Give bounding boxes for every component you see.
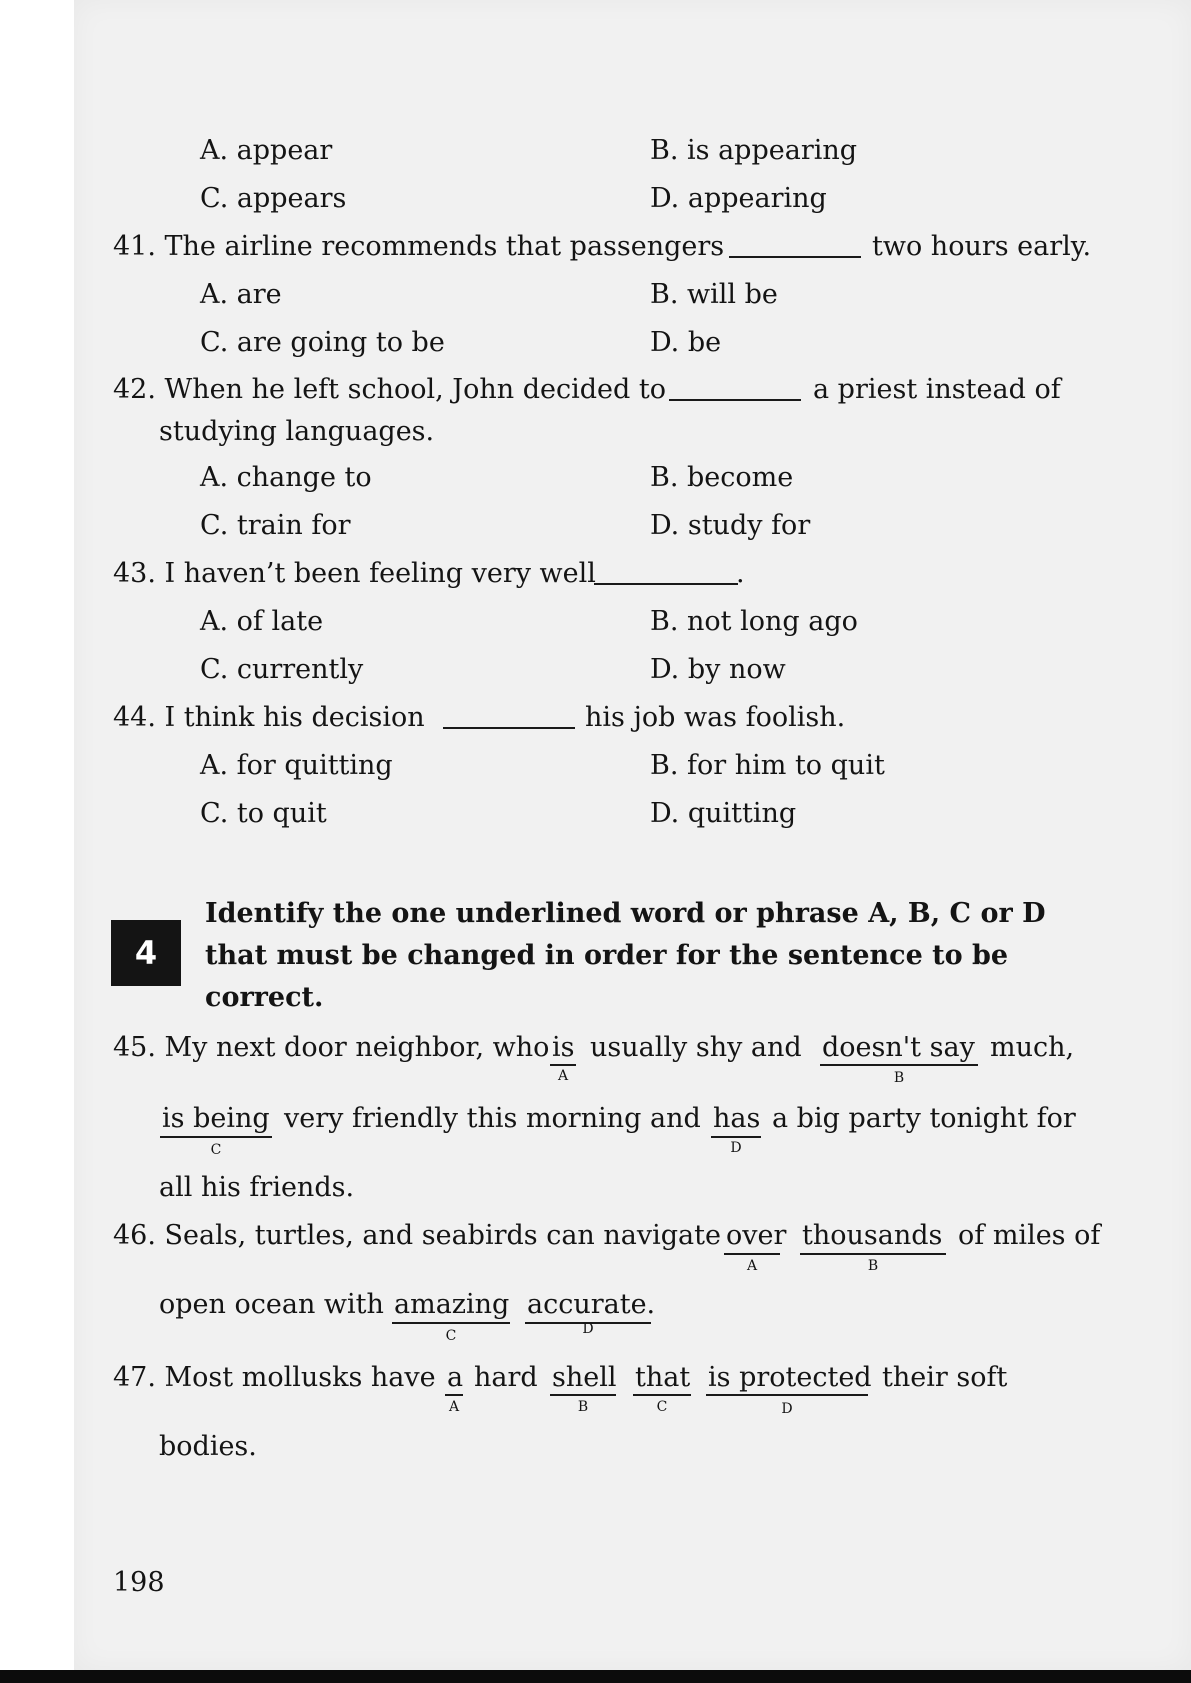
q47-underlined-c: that xyxy=(635,1362,691,1393)
q41-stem: 41. The airline recommends that passengers xyxy=(113,231,725,262)
q46-underlined-c: amazing xyxy=(394,1289,510,1320)
q46-underline-b xyxy=(800,1253,946,1255)
q42-option-a: A. change to xyxy=(200,462,372,493)
q42-stem-line2: studying languages. xyxy=(159,416,435,447)
q45-text-2: usually shy and xyxy=(590,1032,802,1063)
q47-text-2: hard xyxy=(474,1362,538,1393)
q43-option-a: A. of late xyxy=(200,606,324,637)
q42-blank xyxy=(669,399,801,401)
q45-label-a: A xyxy=(557,1068,569,1084)
q45-underlined-c: is being xyxy=(162,1103,270,1134)
q47-underline-d xyxy=(706,1394,868,1396)
q46-underlined-b: thousands xyxy=(802,1220,943,1251)
q45-text-1: 45. My next door neighbor, who xyxy=(113,1032,550,1063)
q45-underlined-d: has xyxy=(713,1103,761,1134)
section-instruction-line3: correct. xyxy=(205,982,324,1013)
q43-option-b: B. not long ago xyxy=(650,606,858,637)
q47-text-4: bodies. xyxy=(159,1431,257,1462)
q45-text-3: much, xyxy=(990,1032,1075,1063)
q46-text-2: of miles of xyxy=(958,1220,1101,1251)
q42-option-d: D. study for xyxy=(650,510,811,541)
q41-option-a: A. are xyxy=(200,279,282,310)
q46-text-1: 46. Seals, turtles, and seabirds can navigate xyxy=(113,1220,721,1251)
q45-underline-a xyxy=(550,1064,576,1066)
q46-underlined-d: accurate. xyxy=(527,1289,656,1320)
q47-underline-a xyxy=(445,1394,463,1396)
q46-label-d: D xyxy=(582,1321,594,1337)
q40-option-b: B. is appearing xyxy=(650,135,858,166)
q45-underline-d xyxy=(711,1136,761,1138)
section-number-badge: 4 xyxy=(111,920,181,986)
q47-label-a: A xyxy=(448,1399,460,1415)
q47-underlined-d: is protected xyxy=(708,1362,872,1393)
q47-text-3: their soft xyxy=(882,1362,1008,1393)
section-instruction-line2: that must be changed in order for the sentence to be xyxy=(205,940,1009,971)
q45-underline-b xyxy=(820,1064,978,1066)
q44-blank xyxy=(443,727,575,729)
q46-underline-a xyxy=(724,1253,780,1255)
q42-option-c: C. train for xyxy=(200,510,351,541)
q47-label-b: B xyxy=(577,1399,589,1415)
q44-stem: 44. I think his decision xyxy=(113,702,425,733)
q45-underlined-b: doesn't say xyxy=(822,1032,975,1063)
q47-underlined-b: shell xyxy=(552,1362,617,1393)
q41-stem-end: two hours early. xyxy=(872,231,1092,262)
q47-text-1: 47. Most mollusks have xyxy=(113,1362,436,1393)
q42-option-b: B. become xyxy=(650,462,794,493)
q45-underline-c xyxy=(160,1136,272,1138)
q45-label-c: C xyxy=(210,1142,222,1158)
q42-stem: 42. When he left school, John decided to xyxy=(113,374,666,405)
q45-label-d: D xyxy=(730,1140,742,1156)
q45-text-6: all his friends. xyxy=(159,1172,355,1203)
page-number: 198 xyxy=(113,1567,165,1598)
q46-label-b: B xyxy=(867,1258,879,1274)
q43-option-d: D. by now xyxy=(650,654,786,685)
q41-option-d: D. be xyxy=(650,327,722,358)
q40-option-a: A. appear xyxy=(200,135,333,166)
q45-label-b: B xyxy=(893,1070,905,1086)
scan-edge xyxy=(0,1670,1191,1683)
q43-stem-end: . xyxy=(736,558,745,589)
q40-option-d: D. appearing xyxy=(650,183,827,214)
q45-text-5: a big party tonight for xyxy=(772,1103,1076,1134)
q47-underline-b xyxy=(550,1394,616,1396)
q47-label-d: D xyxy=(781,1401,793,1417)
q43-blank xyxy=(594,583,738,585)
q43-stem: 43. I haven’t been feeling very well xyxy=(113,558,596,589)
q45-underlined-a: is xyxy=(552,1032,575,1063)
q46-label-a: A xyxy=(746,1258,758,1274)
q44-option-a: A. for quitting xyxy=(200,750,393,781)
q42-stem-end: a priest instead of xyxy=(813,374,1061,405)
q46-text-3: open ocean with xyxy=(159,1289,384,1320)
q40-option-c: C. appears xyxy=(200,183,347,214)
q41-option-c: C. are going to be xyxy=(200,327,445,358)
q41-option-b: B. will be xyxy=(650,279,778,310)
q44-option-b: B. for him to quit xyxy=(650,750,885,781)
q43-option-c: C. currently xyxy=(200,654,364,685)
q41-blank xyxy=(729,256,861,258)
q46-underline-c xyxy=(392,1322,510,1324)
q45-text-4: very friendly this morning and xyxy=(284,1103,701,1134)
q44-stem-end: his job was foolish. xyxy=(585,702,846,733)
q47-label-c: C xyxy=(656,1399,668,1415)
q44-option-d: D. quitting xyxy=(650,798,797,829)
q46-label-c: C xyxy=(445,1328,457,1344)
q47-underlined-a: a xyxy=(447,1362,464,1393)
q46-underlined-a: over xyxy=(726,1220,787,1251)
section-instruction-line1: Identify the one underlined word or phrase A, B, C or D xyxy=(205,898,1046,929)
q44-option-c: C. to quit xyxy=(200,798,327,829)
q47-underline-c xyxy=(633,1394,691,1396)
